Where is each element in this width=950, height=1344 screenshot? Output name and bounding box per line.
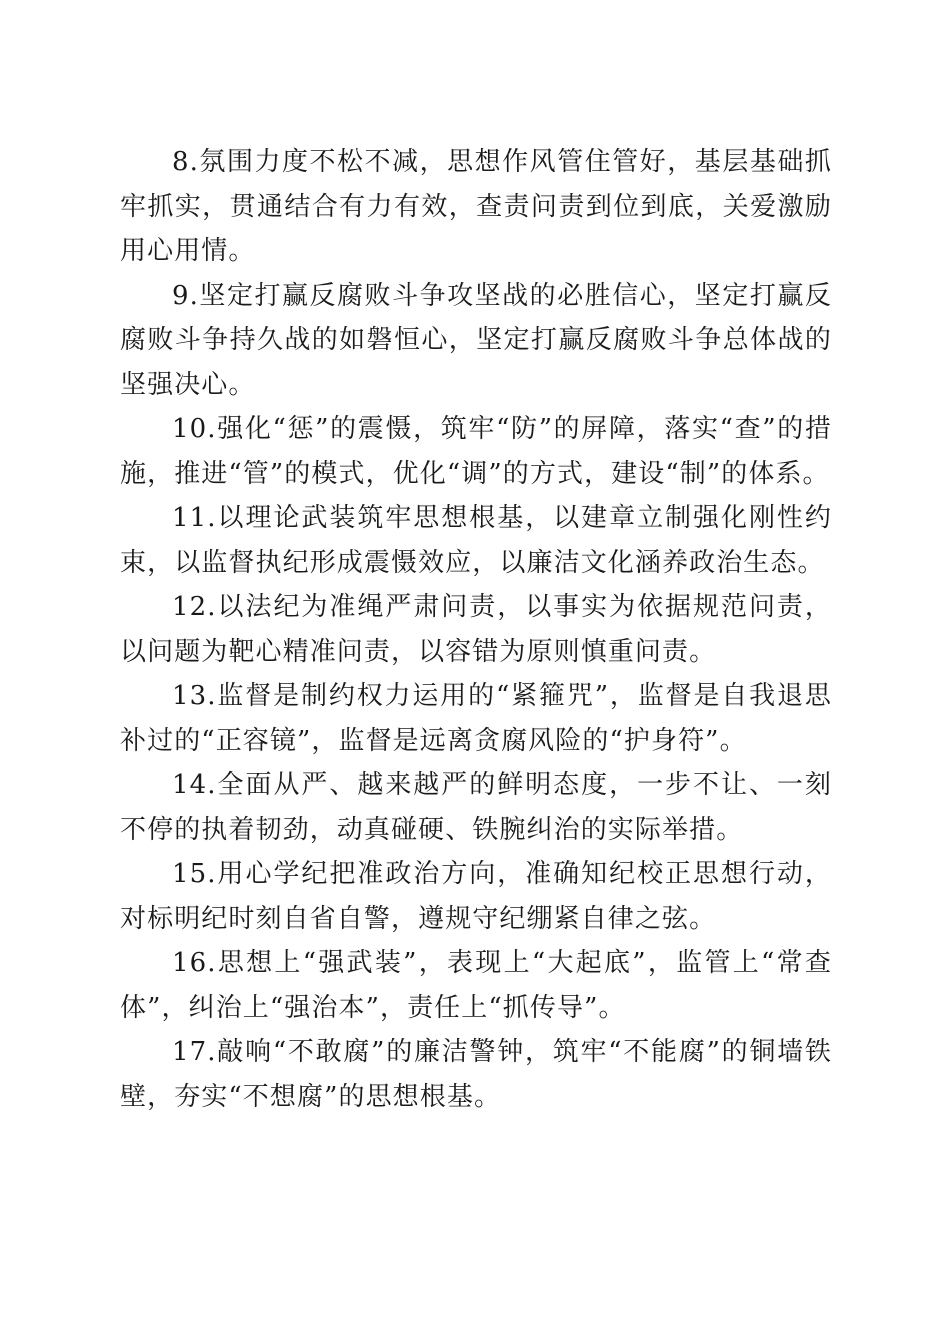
paragraph-14: 14.全面从严、越来越严的鲜明态度，一步不让、一刻不停的执着韧劲，动真碰硬、铁腕纠治的实际举措。: [120, 770, 832, 845]
paragraph-12: 12.以法纪为准绳严肃问责，以事实为依据规范问责，以问题为靶心精准问责，以容错为原则慎重问责。: [120, 592, 832, 667]
paragraph-11: 11.以理论武装筑牢思想根基，以建章立制强化刚性约束，以监督执纪形成震慑效应，以廉洁文化涵养政治生态。: [120, 503, 832, 578]
document-body: [120, 140, 832, 1119]
paragraph-8: 8.氛围力度不松不减，思想作风管住管好，基层基础抓牢抓实，贯通结合有力有效，查责问责到位到底，关爱激励用心用情。: [120, 147, 832, 266]
paragraph-16: 16.思想上“强武装”，表现上“大起底”，监管上“常查体”，纠治上“强治本”，责任上“抓传导”。: [120, 948, 832, 1023]
paragraph-15: 15.用心学纪把准政治方向，准确知纪校正思想行动，对标明纪时刻自省自警，遵规守纪绷紧自律之弦。: [120, 859, 832, 934]
paragraph-17: 17.敲响“不敢腐”的廉洁警钟，筑牢“不能腐”的铜墙铁壁，夯实“不想腐”的思想根基。: [120, 1037, 832, 1112]
paragraph-10: 10.强化“惩”的震慑，筑牢“防”的屏障，落实“查”的措施，推进“管”的模式，优化“调”的方式，建设“制”的体系。: [120, 414, 832, 489]
paragraph-9: 9.坚定打赢反腐败斗争攻坚战的必胜信心，坚定打赢反腐败斗争持久战的如磐恒心，坚定打赢反腐败斗争总体战的坚强决心。: [120, 280, 832, 400]
paragraph-13: 13.监督是制约权力运用的“紧箍咒”，监督是自我退思补过的“正容镜”，监督是远离贪腐风险的“护身符”。: [120, 681, 832, 756]
